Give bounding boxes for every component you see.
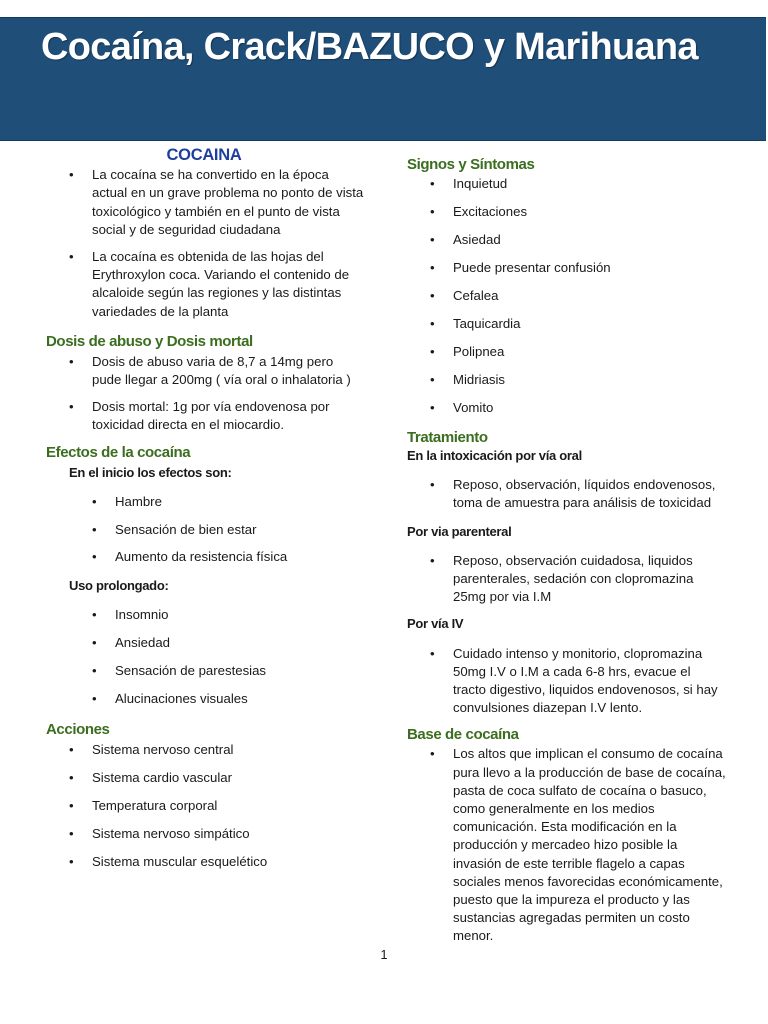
base-heading: Base de cocaína — [407, 726, 519, 744]
oral-list — [407, 476, 727, 512]
prolongado-label: Uso prolongado: — [69, 578, 169, 594]
dosis-heading: Dosis de abuso y Dosis mortal — [46, 332, 253, 350]
list-item: • Los altos que implican el consumo de cocaína pura llevo a la producción de base de cocaína, pasta de coca sulfato de cocaína o basuco, como generalmente en los medios comunicación. Esta modificación en la producción y mercadeo hizo posible la invasión de este terrible flagelo a capas sociales menos favorecidas económicamente, puesto que la impureza el producto y las sustancias agregadas permiten un costo menor. — [407, 745, 727, 945]
left-column — [46, 144, 366, 881]
acciones-heading: Acciones — [46, 720, 110, 738]
list-item: • Taquicardia — [407, 315, 727, 343]
inicio-label: En el inicio los efectos son: — [69, 464, 232, 480]
base-list — [407, 745, 727, 945]
list-item: • Midriasis — [407, 371, 727, 399]
efectos-heading: Efectos de la cocaína — [46, 443, 191, 461]
prolongado-list — [46, 606, 366, 717]
list-item: • Sistema muscular esquelético — [46, 853, 366, 881]
dosis-list — [46, 353, 366, 435]
list-item: • Temperatura corporal — [46, 797, 366, 825]
parenteral-list — [407, 552, 727, 607]
list-item: • Ansiedad — [46, 634, 366, 662]
list-item: • Insomnio — [46, 606, 366, 634]
list-item: • Dosis de abuso varia de 8,7 a 14mg pero pude llegar a 200mg ( vía oral o inhalatoria ) — [46, 353, 366, 389]
list-item: • Puede presentar confusión — [407, 259, 727, 287]
list-item: • Vomito — [407, 399, 727, 427]
list-item: • Sistema cardio vascular — [46, 769, 366, 797]
signos-list — [407, 175, 727, 427]
inicio-list — [46, 493, 366, 576]
list-item: • Sistema nervoso central — [46, 741, 366, 769]
list-item: • Excitaciones — [407, 203, 727, 231]
list-item: • Dosis mortal: 1g por vía endovenosa por toxicidad directa en el miocardio. — [46, 398, 366, 434]
list-item: • Inquietud — [407, 175, 727, 203]
list-item: • Cuidado intenso y monitorio, clopromazina 50mg I.V o I.M a cada 6-8 hrs, evacue el tracto digestivo, liquidos endovenosos, si hay convulsiones diazepan I.V lento. — [407, 645, 727, 718]
page-number: 1 — [380, 947, 388, 962]
list-item: • Reposo, observación, líquidos endovenosos, toma de amuestra para análisis de toxicidad — [407, 476, 727, 512]
list-item: • Hambre — [46, 493, 366, 521]
list-item: • Sensación de bien estar — [46, 521, 366, 549]
iv-list — [407, 645, 727, 718]
list-item: • La cocaína se ha convertido en la época actual en un grave problema no ponto de vista toxicológico y también en el punto de vista social y de seguridad ciudadana — [46, 166, 366, 239]
right-column — [407, 144, 727, 955]
list-item: • Reposo, observación cuidadosa, liquidos parenterales, sedación con clopromazina 25mg por via I.M — [407, 552, 727, 607]
list-item: • Alucinaciones visuales — [46, 690, 366, 718]
acciones-list — [46, 741, 366, 881]
list-item: • La cocaína es obtenida de las hojas del Erythroxylon coca. Variando el contenido de alcaloide según las regiones y las distintas variedades de la planta — [46, 248, 366, 321]
cocaina-list — [46, 166, 366, 321]
list-item: • Cefalea — [407, 287, 727, 315]
oral-label: En la intoxicación por vía oral — [407, 448, 582, 463]
list-item: • Sistema nervoso simpático — [46, 825, 366, 853]
tratamiento-heading: Tratamiento — [407, 429, 488, 446]
iv-label: Por vía IV — [407, 616, 464, 632]
list-item: • Asiedad — [407, 231, 727, 259]
document-title: Cocaína, Crack/BAZUCO y Marihuana — [41, 26, 698, 68]
cocaina-heading: COCAINA — [166, 146, 242, 164]
signos-heading: Signos y Síntomas — [407, 156, 535, 173]
list-item: • Sensación de parestesias — [46, 662, 366, 690]
list-item: • Aumento da resistencia física — [46, 548, 366, 576]
list-item: • Polipnea — [407, 343, 727, 371]
title-banner — [0, 17, 766, 141]
parenteral-label: Por via parenteral — [407, 523, 512, 539]
